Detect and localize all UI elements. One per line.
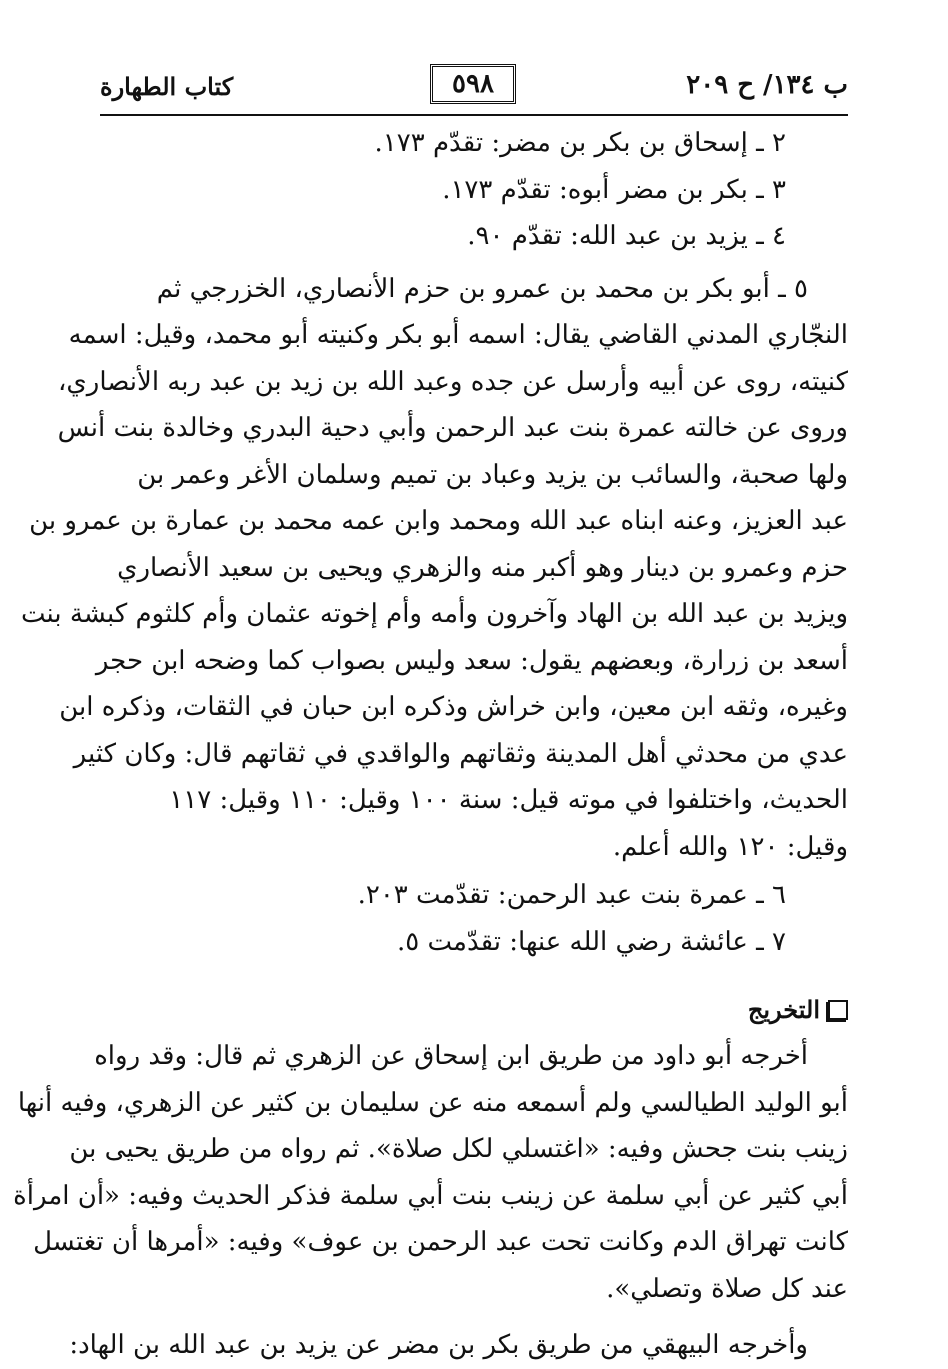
takhrij-paragraph-2: وأخرجه البيهقي من طريق بكر بن مضر عن يزيد بن عبد الله بن الهاد: (69, 1330, 808, 1360)
takhrij-line: عند كل صلاة وتصلي». (606, 1273, 848, 1304)
narrator-5-line: كنيته، روى عن أبيه وأرسل عن جده وعبد الله بن زيد بن عبد ربه الأنصاري، (58, 366, 848, 397)
narrator-item-3: ٣ ـ بكر بن مضر أبوه: تقدّم ١٧٣. (442, 174, 786, 205)
narrator-5-line: ٥ ـ أبو بكر بن محمد بن عمرو بن حزم الأنصاري، الخزرجي ثم (156, 273, 808, 304)
narrator-item-7: ٧ ـ عائشة رضي الله عنها: تقدّمت ٥. (397, 926, 786, 957)
chapter-title: كتاب الطهارة (100, 72, 234, 101)
narrator-5-line: وقيل: ١٢٠ والله أعلم. (612, 831, 848, 862)
takhrij-paragraph-1 (13, 1033, 848, 1312)
narrator-item-6: ٦ ـ عمرة بنت عبد الرحمن: تقدّمت ٢٠٣. (357, 880, 786, 910)
hadith-reference: ب ١٣٤/ ح ٢٠٩ (686, 70, 848, 100)
narrator-5-line: وروى عن خالته عمرة بنت عبد الرحمن وأبي دحية البدري وخالدة بنت أنس (57, 413, 848, 443)
narrator-item-5 (21, 266, 848, 871)
takhrij-line: أبي كثير عن أبي سلمة عن زينب بنت أبي سلمة فذكر الحديث وفيه: «أن امرأة (13, 1180, 848, 1211)
takhrij-heading (100, 987, 848, 1033)
takhrij-line: أبو الوليد الطيالسي ولم أسمعه منه عن سليمان بن كثير عن الزهري، وفيه أنها (17, 1087, 848, 1118)
narrator-5-line: النجّاري المدني القاضي يقال: اسمه أبو بكر وكنيته أبو محمد، وقيل: اسمه (68, 320, 848, 350)
narrator-item-4: ٤ ـ يزيد بن عبد الله: تقدّم ٩٠. (467, 221, 786, 251)
page-number: ٥٩٨ (430, 64, 516, 104)
page-header (100, 62, 848, 112)
square-bullet-icon (828, 1000, 848, 1020)
narrator-item-2: ٢ ـ إسحاق بن بكر بن مضر: تقدّم ١٧٣. (374, 128, 786, 158)
narrator-5-line: ولها صحبة، والسائب بن يزيد وعباد بن تميم وسلمان الأغر وعمر بن (137, 459, 848, 490)
narrator-5-line: عبد العزيز، وعنه ابناه عبد الله ومحمد وابن عمه محمد بن عمارة بن عمرو بن (29, 506, 848, 536)
page-content (13, 120, 848, 1369)
takhrij-line: زينب بنت جحش وفيه: «اغتسلي لكل صلاة». ثم رواه من طريق يحيى بن (69, 1134, 848, 1164)
takhrij-line: كانت تهراق الدم وكانت تحت عبد الرحمن بن عوف» وفيه: «أمرها أن تغتسل (33, 1227, 848, 1257)
narrator-5-line: حزم وعمرو بن دينار وهو أكبر منه والزهري ويحيى بن سعيد الأنصاري (117, 552, 848, 583)
header-divider (100, 114, 848, 116)
narrator-5-line: عدي من محدثي أهل المدينة وثقاتهم والواقدي في ثقاتهم قال: وكان كثير (73, 738, 848, 769)
narrator-5-line: أسعد بن زرارة، وبعضهم يقول: سعد وليس بصواب كما وضحه ابن حجر (95, 645, 848, 676)
takhrij-heading-text: التخريج (747, 995, 820, 1024)
takhrij-line: أخرجه أبو داود من طريق ابن إسحاق عن الزهري ثم قال: وقد رواه (94, 1041, 808, 1071)
narrator-5-line: وغيره، وثقه ابن معين، وابن خراش وذكره ابن حبان في الثقات، وذكره ابن (59, 692, 848, 722)
narrator-5-line: الحديث، واختلفوا في موته قيل: سنة ١٠٠ وقيل: ١١٠ وقيل: ١١٧ (169, 785, 848, 815)
narrator-5-line: ويزيد بن عبد الله بن الهاد وآخرون وأمه وأم إخوته عثمان وأم كلثوم كبشة بنت (21, 599, 848, 629)
